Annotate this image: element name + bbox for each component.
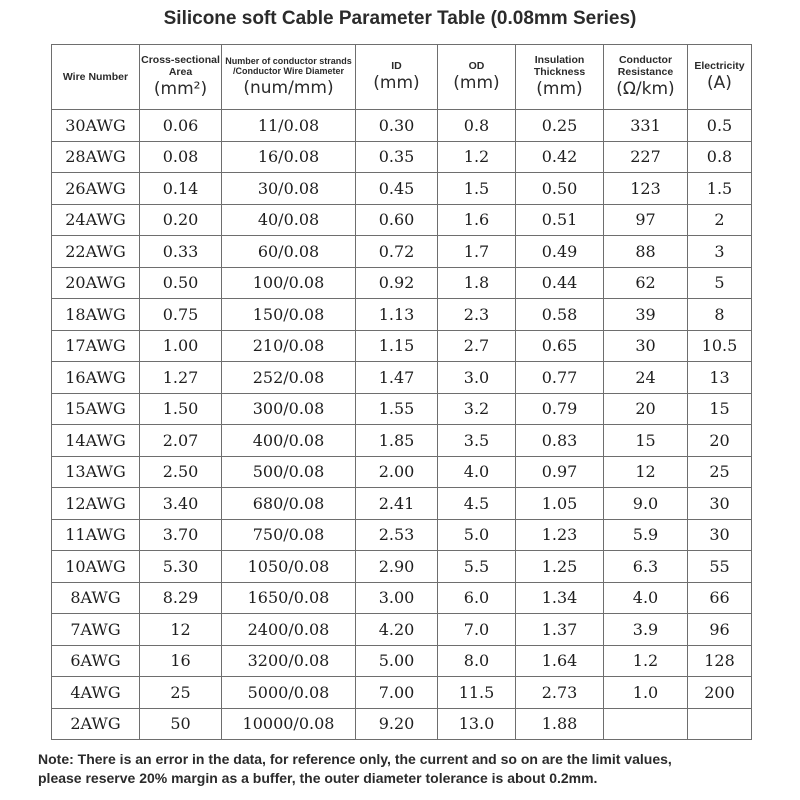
header-unit: (mm²): [153, 79, 208, 100]
insulation-cell: 0.25: [516, 110, 604, 142]
table-row: [52, 267, 752, 299]
resistance-cell: 3.9: [604, 614, 688, 646]
resistance-cell: 227: [604, 141, 688, 173]
id-cell: 0.45: [356, 173, 438, 205]
table-row: [52, 551, 752, 583]
current-cell: 15: [688, 393, 752, 425]
insulation-cell: 0.58: [516, 299, 604, 331]
insulation-cell: 0.65: [516, 330, 604, 362]
strands-cell: 100/0.08: [222, 267, 356, 299]
resistance-cell: 20: [604, 393, 688, 425]
id-cell: 2.90: [356, 551, 438, 583]
area-cell: 1.27: [140, 362, 222, 394]
strands-cell: 2400/0.08: [222, 614, 356, 646]
wire-number-cell: 15AWG: [52, 393, 140, 425]
resistance-cell: 123: [604, 173, 688, 205]
header-label: ID: [391, 60, 402, 73]
od-cell: 5.0: [438, 519, 516, 551]
footnote-line: Note: There is an error in the data, for reference only, the current and so on are the limit values,: [38, 751, 672, 767]
insulation-cell: 0.79: [516, 393, 604, 425]
current-cell: 5: [688, 267, 752, 299]
wire-number-cell: 13AWG: [52, 456, 140, 488]
table-row: [52, 141, 752, 173]
header-wire-number: [52, 45, 140, 110]
header-conductor-strands: [222, 45, 356, 110]
id-cell: 4.20: [356, 614, 438, 646]
header-unit: (mm): [536, 79, 583, 100]
id-cell: 5.00: [356, 645, 438, 677]
header-label: Insulation Thickness: [533, 54, 586, 79]
header-label: Number of conductor strands /Conductor Wire Diameter: [225, 55, 352, 77]
header-conductor-resistance: [604, 45, 688, 110]
od-cell: 6.0: [438, 582, 516, 614]
wire-number-cell: 24AWG: [52, 204, 140, 236]
area-cell: 25: [140, 677, 222, 709]
strands-cell: 210/0.08: [222, 330, 356, 362]
current-cell: 128: [688, 645, 752, 677]
strands-cell: 11/0.08: [222, 110, 356, 142]
insulation-cell: 0.83: [516, 425, 604, 457]
wire-number-cell: 18AWG: [52, 299, 140, 331]
od-cell: 1.7: [438, 236, 516, 268]
od-cell: 7.0: [438, 614, 516, 646]
id-cell: 3.00: [356, 582, 438, 614]
id-cell: 0.92: [356, 267, 438, 299]
current-cell: 3: [688, 236, 752, 268]
resistance-cell: 62: [604, 267, 688, 299]
current-cell: 66: [688, 582, 752, 614]
insulation-cell: 0.44: [516, 267, 604, 299]
id-cell: 0.35: [356, 141, 438, 173]
area-cell: 2.07: [140, 425, 222, 457]
header-unit: (Ω/km): [616, 79, 675, 100]
strands-cell: 60/0.08: [222, 236, 356, 268]
resistance-cell: 6.3: [604, 551, 688, 583]
insulation-cell: 0.49: [516, 236, 604, 268]
insulation-cell: 1.34: [516, 582, 604, 614]
header-electricity: [688, 45, 752, 110]
current-cell: 0.8: [688, 141, 752, 173]
resistance-cell: 5.9: [604, 519, 688, 551]
wire-number-cell: 10AWG: [52, 551, 140, 583]
resistance-cell: 24: [604, 362, 688, 394]
id-cell: 2.53: [356, 519, 438, 551]
area-cell: 1.50: [140, 393, 222, 425]
id-cell: 1.85: [356, 425, 438, 457]
od-cell: 3.2: [438, 393, 516, 425]
insulation-cell: 0.77: [516, 362, 604, 394]
header-label: Cross-sectional Area: [141, 54, 220, 79]
current-cell: 30: [688, 519, 752, 551]
header-label: OD: [468, 60, 485, 73]
area-cell: 3.70: [140, 519, 222, 551]
od-cell: 2.3: [438, 299, 516, 331]
table-row: [52, 330, 752, 362]
header-row: [52, 45, 752, 110]
od-cell: 1.2: [438, 141, 516, 173]
wire-number-cell: 6AWG: [52, 645, 140, 677]
area-cell: 0.20: [140, 204, 222, 236]
resistance-cell: 331: [604, 110, 688, 142]
current-cell: 2: [688, 204, 752, 236]
strands-cell: 1050/0.08: [222, 551, 356, 583]
resistance-cell: 30: [604, 330, 688, 362]
strands-cell: 10000/0.08: [222, 708, 356, 740]
od-cell: 0.8: [438, 110, 516, 142]
id-cell: 1.47: [356, 362, 438, 394]
insulation-cell: 1.64: [516, 645, 604, 677]
id-cell: 0.72: [356, 236, 438, 268]
id-cell: 0.30: [356, 110, 438, 142]
insulation-cell: 0.51: [516, 204, 604, 236]
current-cell: 0.5: [688, 110, 752, 142]
table-row: [52, 488, 752, 520]
wire-number-cell: 7AWG: [52, 614, 140, 646]
strands-cell: 16/0.08: [222, 141, 356, 173]
resistance-cell: 97: [604, 204, 688, 236]
wire-number-cell: 8AWG: [52, 582, 140, 614]
current-cell: 20: [688, 425, 752, 457]
area-cell: 8.29: [140, 582, 222, 614]
area-cell: 0.06: [140, 110, 222, 142]
area-cell: 0.08: [140, 141, 222, 173]
table-row: [52, 299, 752, 331]
resistance-cell: 4.0: [604, 582, 688, 614]
current-cell: 10.5: [688, 330, 752, 362]
strands-cell: 400/0.08: [222, 425, 356, 457]
header-unit: (mm): [373, 73, 420, 94]
header-label: Electricity: [694, 60, 745, 73]
insulation-cell: 1.25: [516, 551, 604, 583]
id-cell: 7.00: [356, 677, 438, 709]
table-row: [52, 677, 752, 709]
insulation-cell: 1.23: [516, 519, 604, 551]
table-row: [52, 519, 752, 551]
strands-cell: 150/0.08: [222, 299, 356, 331]
od-cell: 4.5: [438, 488, 516, 520]
area-cell: 0.75: [140, 299, 222, 331]
wire-number-cell: 20AWG: [52, 267, 140, 299]
current-cell: [688, 708, 752, 740]
od-cell: 1.8: [438, 267, 516, 299]
current-cell: 200: [688, 677, 752, 709]
wire-number-cell: 17AWG: [52, 330, 140, 362]
header-unit: (num/mm): [243, 77, 334, 98]
header-cross-sectional-area: [140, 45, 222, 110]
strands-cell: 30/0.08: [222, 173, 356, 205]
table-row: [52, 456, 752, 488]
od-cell: 1.5: [438, 173, 516, 205]
id-cell: 2.00: [356, 456, 438, 488]
od-cell: 4.0: [438, 456, 516, 488]
header-label: Conductor Resistance: [617, 54, 674, 79]
resistance-cell: 15: [604, 425, 688, 457]
resistance-cell: 88: [604, 236, 688, 268]
table-row: [52, 204, 752, 236]
table-row: [52, 645, 752, 677]
insulation-cell: 1.37: [516, 614, 604, 646]
strands-cell: 3200/0.08: [222, 645, 356, 677]
insulation-cell: 2.73: [516, 677, 604, 709]
wire-number-cell: 14AWG: [52, 425, 140, 457]
strands-cell: 300/0.08: [222, 393, 356, 425]
table-row: [52, 110, 752, 142]
header-id: [356, 45, 438, 110]
area-cell: 1.00: [140, 330, 222, 362]
area-cell: 0.50: [140, 267, 222, 299]
current-cell: 13: [688, 362, 752, 394]
current-cell: 8: [688, 299, 752, 331]
table-row: [52, 708, 752, 740]
current-cell: 55: [688, 551, 752, 583]
strands-cell: 1650/0.08: [222, 582, 356, 614]
area-cell: 0.33: [140, 236, 222, 268]
od-cell: 13.0: [438, 708, 516, 740]
insulation-cell: 1.88: [516, 708, 604, 740]
resistance-cell: 39: [604, 299, 688, 331]
wire-number-cell: 2AWG: [52, 708, 140, 740]
area-cell: 12: [140, 614, 222, 646]
footnote-line: please reserve 20% margin as a buffer, the outer diameter tolerance is about 0.2mm.: [38, 770, 598, 786]
insulation-cell: 0.50: [516, 173, 604, 205]
strands-cell: 252/0.08: [222, 362, 356, 394]
id-cell: 9.20: [356, 708, 438, 740]
area-cell: 50: [140, 708, 222, 740]
area-cell: 5.30: [140, 551, 222, 583]
current-cell: 25: [688, 456, 752, 488]
header-unit: (A): [707, 73, 732, 94]
header-label: Wire Number: [62, 70, 129, 83]
header-od: [438, 45, 516, 110]
strands-cell: 750/0.08: [222, 519, 356, 551]
footnote: [38, 750, 778, 788]
area-cell: 3.40: [140, 488, 222, 520]
current-cell: 1.5: [688, 173, 752, 205]
resistance-cell: 12: [604, 456, 688, 488]
wire-number-cell: 28AWG: [52, 141, 140, 173]
cable-parameter-table: [51, 44, 752, 740]
wire-number-cell: 16AWG: [52, 362, 140, 394]
header-unit: (mm): [453, 73, 500, 94]
wire-number-cell: 30AWG: [52, 110, 140, 142]
header-insulation-thickness: [516, 45, 604, 110]
table-body: [52, 110, 752, 740]
area-cell: 2.50: [140, 456, 222, 488]
page-title: Silicone soft Cable Parameter Table (0.08mm Series): [163, 8, 637, 29]
id-cell: 0.60: [356, 204, 438, 236]
resistance-cell: [604, 708, 688, 740]
wire-number-cell: 11AWG: [52, 519, 140, 551]
od-cell: 8.0: [438, 645, 516, 677]
od-cell: 2.7: [438, 330, 516, 362]
id-cell: 1.55: [356, 393, 438, 425]
strands-cell: 5000/0.08: [222, 677, 356, 709]
table-row: [52, 614, 752, 646]
wire-number-cell: 22AWG: [52, 236, 140, 268]
id-cell: 2.41: [356, 488, 438, 520]
wire-number-cell: 12AWG: [52, 488, 140, 520]
strands-cell: 500/0.08: [222, 456, 356, 488]
wire-number-cell: 4AWG: [52, 677, 140, 709]
table-row: [52, 393, 752, 425]
table-row: [52, 173, 752, 205]
area-cell: 0.14: [140, 173, 222, 205]
resistance-cell: 1.0: [604, 677, 688, 709]
od-cell: 1.6: [438, 204, 516, 236]
area-cell: 16: [140, 645, 222, 677]
strands-cell: 680/0.08: [222, 488, 356, 520]
od-cell: 11.5: [438, 677, 516, 709]
table-row: [52, 362, 752, 394]
od-cell: 3.5: [438, 425, 516, 457]
table-row: [52, 236, 752, 268]
table-row: [52, 425, 752, 457]
od-cell: 3.0: [438, 362, 516, 394]
wire-number-cell: 26AWG: [52, 173, 140, 205]
current-cell: 96: [688, 614, 752, 646]
resistance-cell: 1.2: [604, 645, 688, 677]
resistance-cell: 9.0: [604, 488, 688, 520]
strands-cell: 40/0.08: [222, 204, 356, 236]
id-cell: 1.13: [356, 299, 438, 331]
insulation-cell: 0.97: [516, 456, 604, 488]
insulation-cell: 1.05: [516, 488, 604, 520]
table-row: [52, 582, 752, 614]
od-cell: 5.5: [438, 551, 516, 583]
current-cell: 30: [688, 488, 752, 520]
id-cell: 1.15: [356, 330, 438, 362]
insulation-cell: 0.42: [516, 141, 604, 173]
